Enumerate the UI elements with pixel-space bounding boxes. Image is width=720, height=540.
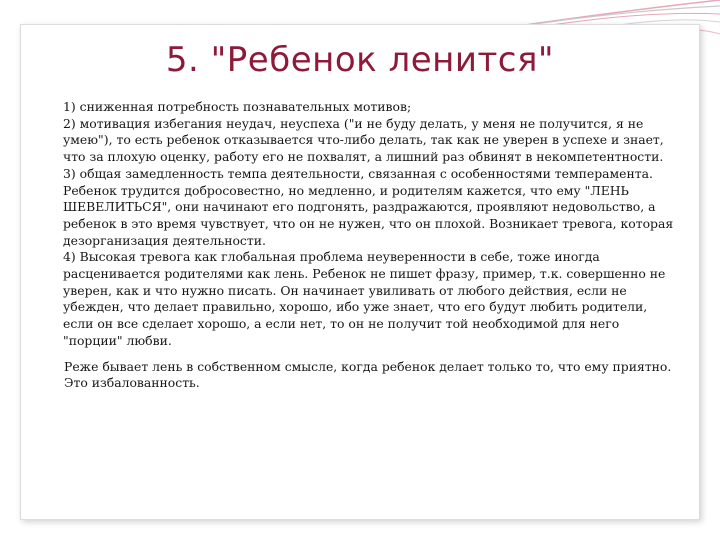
list-item-1: 1) сниженная потребность познавательных мотивов;: [63, 99, 412, 114]
slide-body: [63, 99, 678, 392]
slide-title: 5. "Ребенок ленится": [165, 40, 555, 80]
closing-paragraph: Реже бывает лень в собственном смысле, когда ребенок делает только то, что ему приятно. Это избалованность.: [64, 358, 672, 391]
list-item-3: 3) общая замедленность темпа деятельности, связанная с особенностями темперамента. Ребенок трудится добросовестно, но медленно, и родителям кажется, что ему "ЛЕНЬ ШЕВЕЛИТЬСЯ", они начинают его подгонять, раздражаются, проявляют недовольство, а ребенок в это время чувствует, что он не нужен, что он плохой. Возникает тревога, которая дезорганизация деятельности.: [63, 165, 674, 248]
list-item-4: 4) Высокая тревога как глобальная проблема неуверенности в себе, тоже иногда расценивается родителями как лень. Ребенок не пишет фразу, пример, т.к. совершенно не уверен, как и что нужно писать. Он начинает увиливать от любого действия, если не убежден, что делает правильно, хорошо, ибо уже знает, что его будут любить родители, если он все сделает хорошо, а если нет, то он не получит той необходимой для него "порции" любви.: [63, 249, 666, 348]
list-item-2: 2) мотивация избегания неудач, неуспеха ("и не буду делать, у меня не получится, я не умею"), то есть ребенок отказывается что-либо делать, так как не уверен в успехе и знает, что за плохую оценку, работу его не похвалят, а лишний раз обвинят в некомпетентности.: [63, 115, 664, 165]
